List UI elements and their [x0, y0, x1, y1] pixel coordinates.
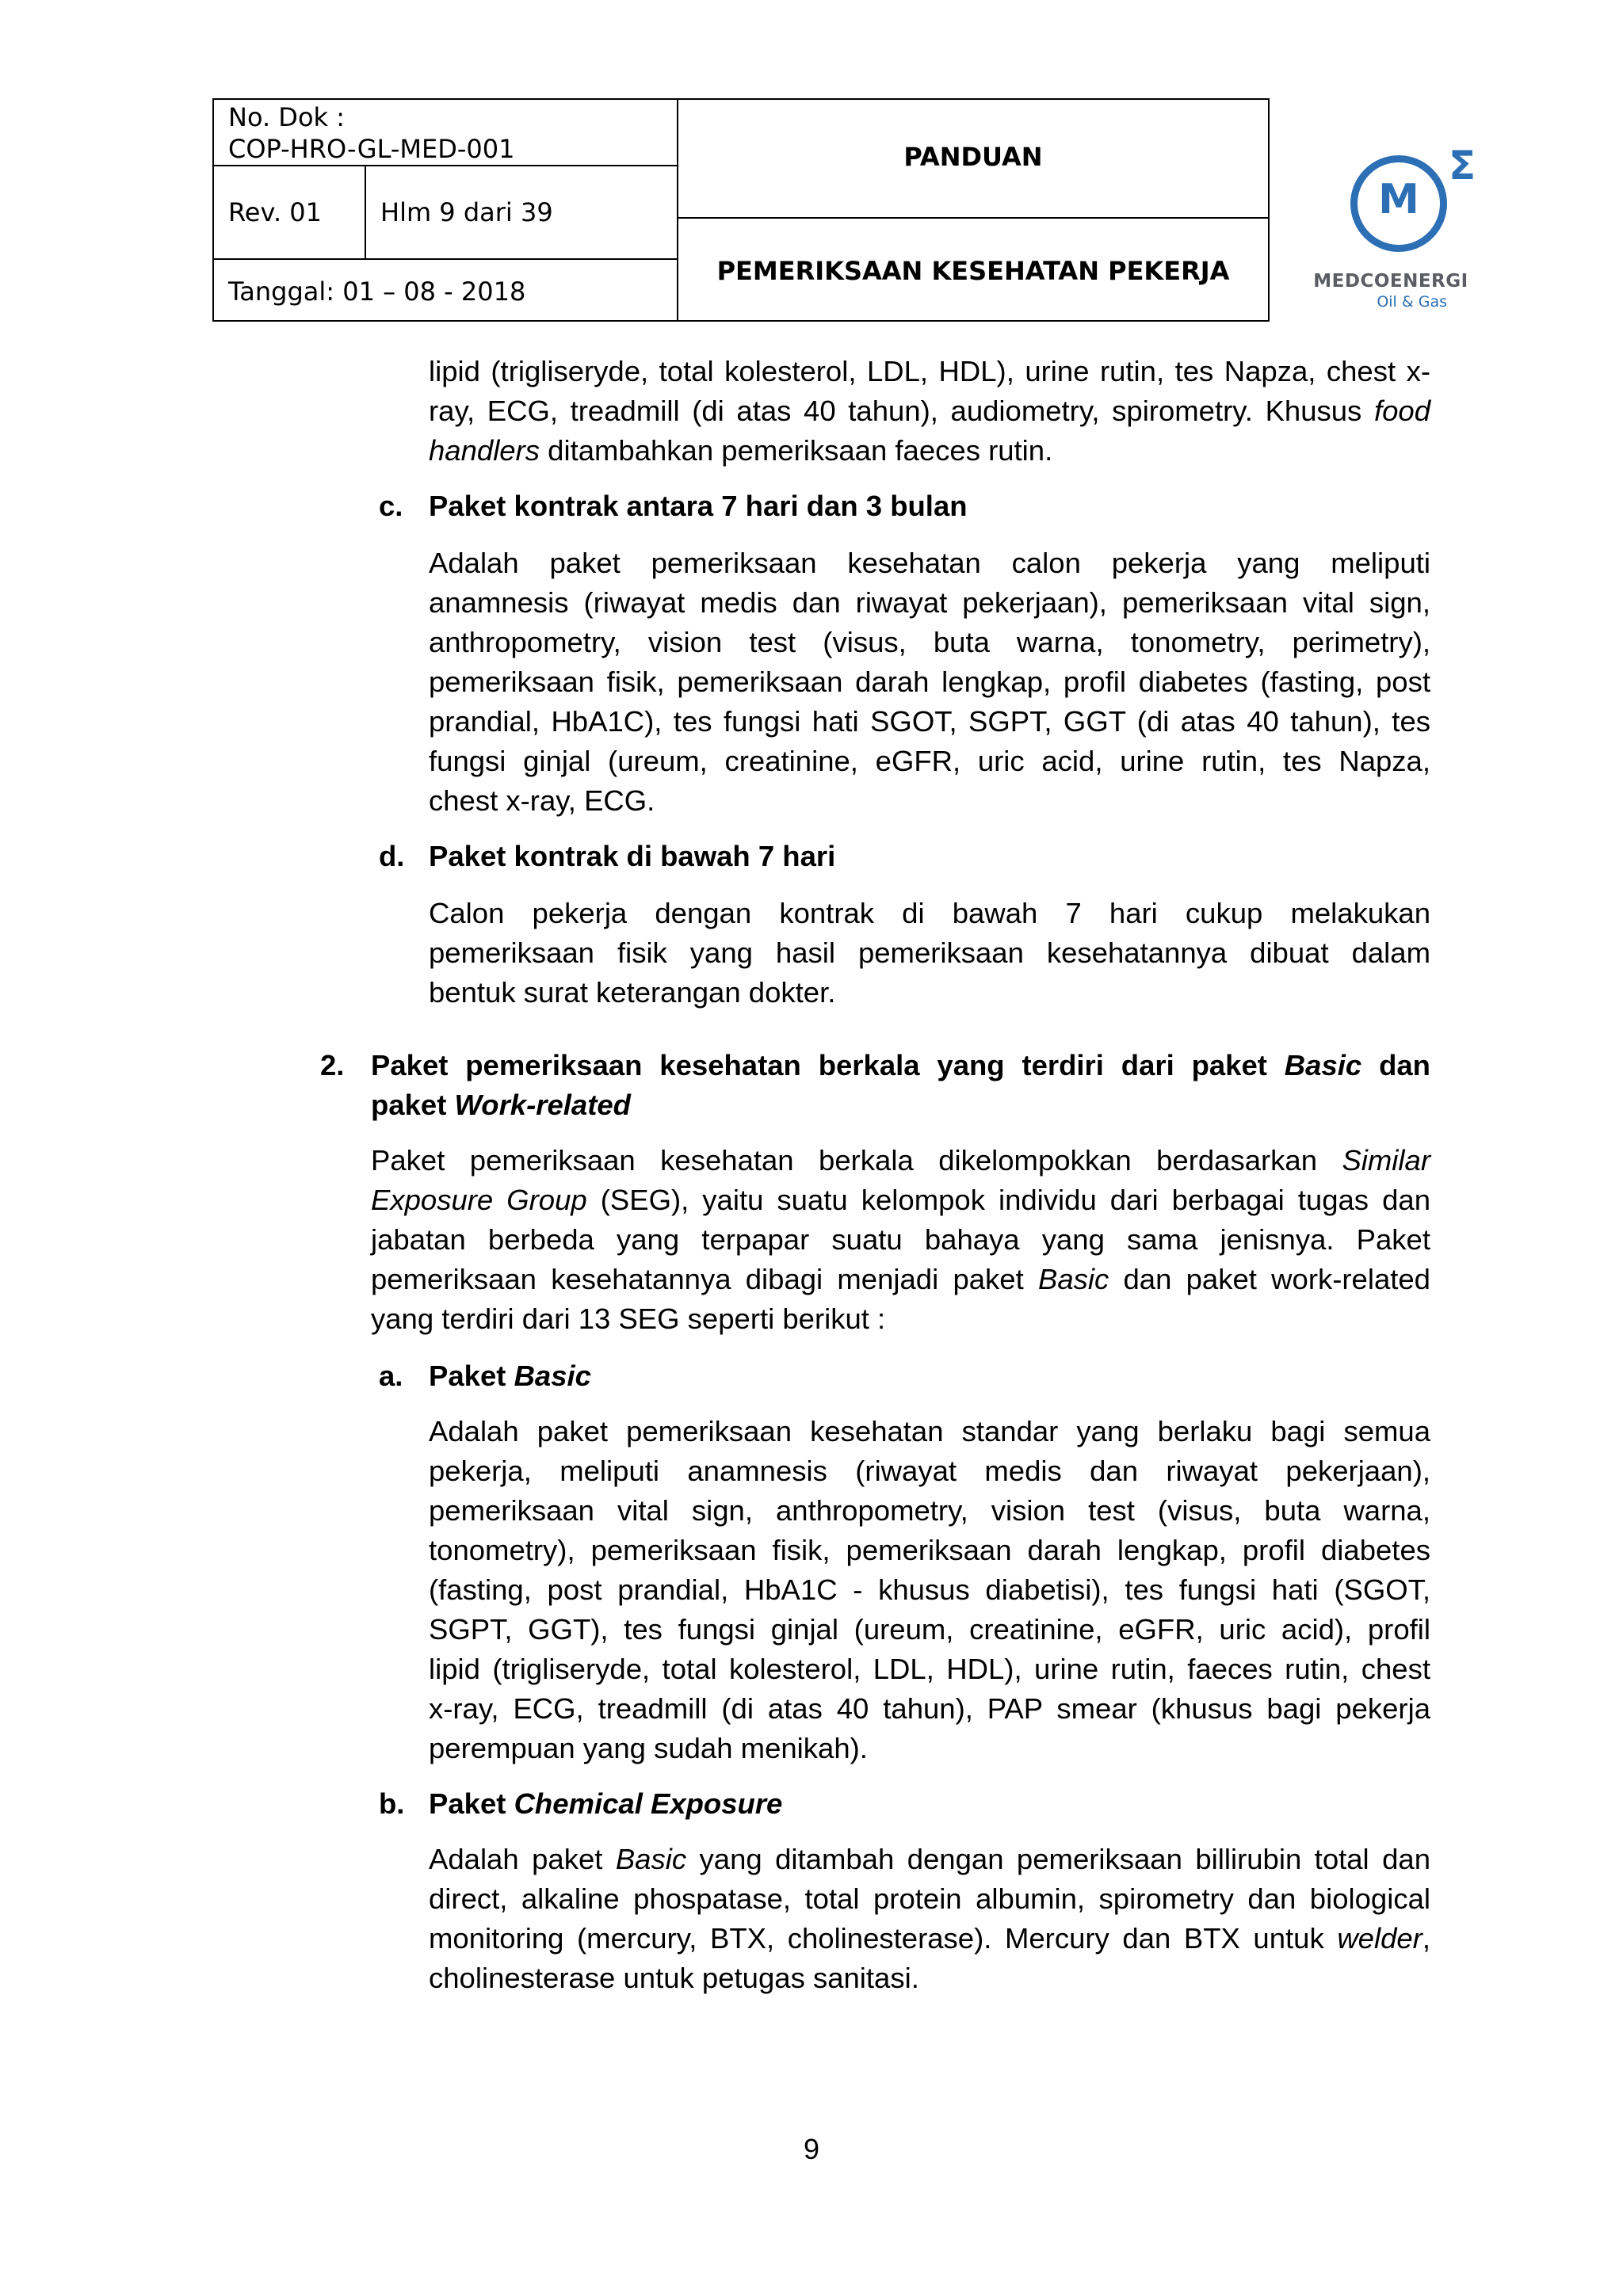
paragraph-line: Paket pemeriksaan kesehatan berkala dikelompokkan berdasarkan Similar	[371, 1144, 1430, 1177]
page-number: 9	[803, 2133, 820, 2165]
paragraph-line: chest x-ray, ECG.	[429, 784, 655, 817]
paragraph-line: lipid (trigliseryde, total kolesterol, LDL, HDL), urine rutin, faeces rutin, chest	[429, 1653, 1430, 1685]
paragraph-line: lipid (trigliseryde, total kolesterol, LDL, HDL), urine rutin, tes Napza, chest x-	[429, 355, 1430, 387]
doc-number-cell	[228, 101, 672, 165]
paragraph-line: ray, ECG, treadmill (di atas 40 tahun), audiometry, spirometry. Khusus food	[429, 395, 1430, 427]
intro-paragraph	[429, 352, 1430, 471]
header-divider	[214, 258, 678, 260]
paragraph-line: prandial, HbA1C), tes fungsi hati SGOT, SGPT, GGT (di atas 40 tahun), tes	[429, 705, 1430, 738]
paragraph-line: Adalah paket pemeriksaan kesehatan standar yang berlaku bagi semua	[429, 1415, 1430, 1447]
paragraph-line: pemeriksaan fisik, pemeriksaan darah lengkap, profil diabetes (fasting, post	[429, 666, 1430, 698]
section-c-title: Paket kontrak antara 7 hari dan 3 bulan	[429, 490, 968, 522]
header-divider	[677, 100, 678, 320]
section-a-paragraph	[429, 1412, 1430, 1768]
document-type: PANDUAN	[903, 142, 1043, 172]
paragraph-line: monitoring (mercury, BTX, cholinesterase). Mercury dan BTX untuk welder,	[429, 1922, 1430, 1955]
paragraph-line: pemeriksaan fisik yang hasil pemeriksaan kesehatannya dibuat dalam	[429, 936, 1430, 969]
paragraph-line: anthropometry, vision test (visus, buta warna, tonometry, perimetry),	[429, 626, 1430, 658]
paragraph-line: fungsi ginjal (ureum, creatinine, eGFR, uric acid, urine rutin, tes Napza,	[429, 745, 1430, 777]
paragraph-line: (fasting, post prandial, HbA1C - khusus diabetisi), tes fungsi hati (SGOT,	[429, 1573, 1430, 1606]
paragraph-line: yang terdiri dari 13 SEG seperti berikut :	[371, 1302, 886, 1335]
paragraph-line: SGPT, GGT), tes fungsi ginjal (ureum, creatinine, eGFR, uric acid), profil	[429, 1613, 1430, 1646]
paragraph-line: pemeriksaan kesehatannya dibagi menjadi paket Basic dan paket work-related	[371, 1263, 1430, 1295]
section-d-paragraph	[429, 894, 1430, 1013]
revision: Rev. 01	[228, 197, 322, 227]
paragraph-line: direct, alkaline phospatase, total protein albumin, spirometry dan biological	[429, 1882, 1430, 1915]
section-2-paragraph	[371, 1141, 1430, 1339]
list-marker-b: b.	[379, 1787, 405, 1820]
header-divider	[214, 165, 678, 166]
logo-sigma-icon: Σ	[1449, 143, 1476, 189]
document-subject: PEMERIKSAAN KESEHATAN PEKERJA	[716, 256, 1230, 286]
paragraph-line: Adalah paket Basic yang ditambah dengan pemeriksaan billirubin total dan	[429, 1843, 1430, 1875]
paragraph-line: Adalah paket pemeriksaan kesehatan calon pekerja yang meliputi	[429, 547, 1430, 579]
section-a-title: Paket Basic	[429, 1360, 591, 1392]
medcoenergi-logo	[1308, 143, 1476, 322]
doc-number-label: No. Dok :	[228, 102, 345, 132]
paragraph-line: x-ray, ECG, treadmill (di atas 40 tahun), PAP smear (khusus bagi pekerja	[429, 1692, 1430, 1725]
paragraph-line: bentuk surat keterangan dokter.	[429, 976, 836, 1009]
section-d-title: Paket kontrak di bawah 7 hari	[429, 840, 836, 872]
document-date: Tanggal: 01 – 08 - 2018	[228, 277, 526, 307]
section-2-title	[371, 1046, 1430, 1125]
paragraph-line: jabatan berbeda yang terpapar suatu bahaya yang sama jenisnya. Paket	[371, 1223, 1430, 1256]
section-2-title-line: paket Work-related	[371, 1089, 631, 1121]
logo-mark: M	[1378, 176, 1419, 223]
logo-name: MEDCOENERGI	[1313, 271, 1468, 292]
paragraph-line: pekerja, meliputi anamnesis (riwayat medis dan riwayat pekerjaan),	[429, 1455, 1430, 1487]
paragraph-line: pemeriksaan vital sign, anthropometry, vision test (visus, buta warna,	[429, 1494, 1430, 1527]
paragraph-line: Calon pekerja dengan kontrak di bawah 7 hari cukup melakukan	[429, 897, 1430, 929]
logo-subtitle: Oil & Gas	[1377, 293, 1447, 311]
list-marker-d: d.	[379, 840, 405, 872]
section-c-paragraph	[429, 543, 1430, 821]
header-divider	[677, 217, 1268, 219]
page-of-total: Hlm 9 dari 39	[380, 197, 553, 227]
document-header-table	[212, 98, 1270, 322]
section-2-title-line: Paket pemeriksaan kesehatan berkala yang terdiri dari paket Basic dan	[371, 1049, 1430, 1081]
list-marker-a: a.	[379, 1360, 403, 1392]
list-marker-2: 2.	[320, 1049, 345, 1081]
section-b-paragraph	[429, 1840, 1430, 1998]
paragraph-line: cholinesterase untuk petugas sanitasi.	[429, 1962, 919, 1994]
doc-number-value: COP-HRO-GL-MED-001	[228, 134, 515, 164]
list-marker-c: c.	[379, 490, 403, 522]
section-b-title: Paket Chemical Exposure	[429, 1787, 783, 1820]
paragraph-line: Exposure Group (SEG), yaitu suatu kelompok individu dari berbagai tugas dan	[371, 1184, 1430, 1216]
paragraph-line: tonometry), pemeriksaan fisik, pemeriksaan darah lengkap, profil diabetes	[429, 1534, 1430, 1566]
paragraph-line: handlers ditambahkan pemeriksaan faeces rutin.	[429, 434, 1053, 467]
paragraph-line: anamnesis (riwayat medis dan riwayat pekerjaan), pemeriksaan vital sign,	[429, 586, 1430, 619]
paragraph-line: perempuan yang sudah menikah).	[429, 1732, 868, 1764]
header-divider	[365, 166, 366, 260]
